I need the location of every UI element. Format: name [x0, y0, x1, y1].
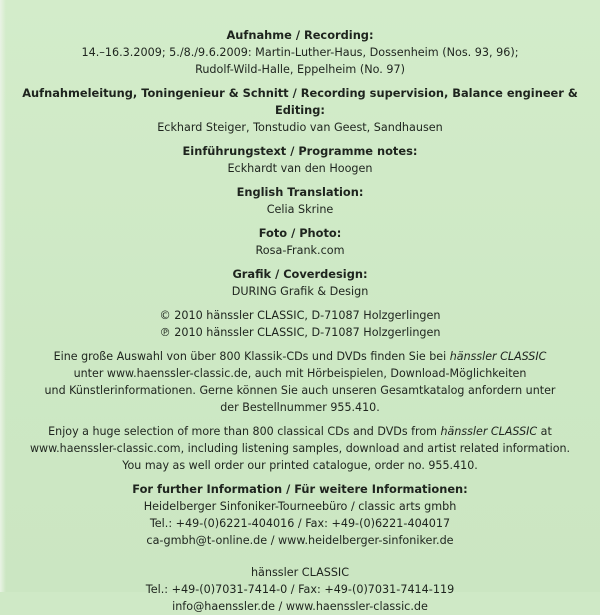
english-catalogue-paragraph: [0, 423, 600, 474]
english-line: You may as well order our printed catalogue, order no. 955.410.: [122, 459, 478, 472]
phonogram-line: ℗ 2010 hänssler CLASSIC, D-71087 Holzgerlingen: [159, 326, 441, 339]
design-heading: Grafik / Coverdesign:: [232, 267, 368, 281]
german-line: [0, 348, 600, 365]
recording-line: Rudolf-Wild-Halle, Eppelheim (No. 97): [195, 63, 405, 76]
translation-block: [0, 184, 600, 218]
english-text: Enjoy a huge selection of more than 800 classical CDs and DVDs from: [48, 425, 441, 438]
tour-office-contact: ca-gmbh@t-online.de / www.heidelberger-sinfoniker.de: [146, 534, 454, 547]
german-line: und Künstlerinformationen. Gerne können Sie auch unseren Gesamtkatalog anfordern unter: [44, 384, 556, 397]
translator-name: Celia Skrine: [266, 203, 334, 216]
recording-heading: Aufnahme / Recording:: [226, 28, 374, 42]
german-catalogue-paragraph: [0, 348, 600, 416]
translation-heading: English Translation:: [236, 185, 364, 199]
photo-credit: Rosa-Frank.com: [255, 244, 345, 257]
design-credit: DURING Grafik & Design: [231, 285, 369, 298]
copyright-line: © 2010 hänssler CLASSIC, D-71087 Holzgerlingen: [159, 309, 441, 322]
german-line: der Bestellnummer 955.410.: [220, 401, 380, 414]
spacer: [0, 556, 600, 564]
english-line: www.haenssler-classic.com, including listening samples, download and artist related information.: [29, 442, 571, 455]
english-text: at: [537, 425, 552, 438]
english-line: [0, 423, 600, 440]
publisher-block: [0, 564, 600, 615]
recording-block: [0, 27, 600, 78]
brand-name: hänssler CLASSIC: [440, 425, 538, 438]
photo-block: [0, 225, 600, 259]
copyright-block: [0, 307, 600, 341]
publisher-contact: info@haenssler.de / www.haenssler-classic.de: [172, 600, 428, 613]
engineering-heading: Aufnahmeleitung, Toningenieur & Schnitt / Recording supervision, Balance engineer & Editing:: [22, 86, 578, 117]
further-info-heading: For further Information / Für weitere Informationen:: [132, 482, 468, 496]
engineering-line: Eckhard Steiger, Tonstudio van Geest, Sandhausen: [157, 121, 443, 134]
programme-notes-author: Eckhardt van den Hoogen: [227, 162, 373, 175]
recording-line: 14.–16.3.2009; 5./8./9.6.2009: Martin-Luther-Haus, Dossenheim (Nos. 93, 96);: [81, 46, 519, 59]
photo-heading: Foto / Photo:: [258, 226, 342, 240]
further-info-block: [0, 481, 600, 549]
engineering-block: [0, 85, 600, 136]
programme-notes-block: [0, 143, 600, 177]
brand-name: hänssler CLASSIC: [449, 350, 547, 363]
programme-notes-heading: Einführungstext / Programme notes:: [182, 144, 418, 158]
tour-office-phone: Tel.: +49-(0)6221-404016 / Fax: +49-(0)6221-404017: [149, 517, 451, 530]
design-block: [0, 266, 600, 300]
publisher-name: hänssler CLASSIC: [250, 566, 350, 579]
tour-office-name: Heidelberger Sinfoniker-Tourneebüro / classic arts gmbh: [143, 500, 457, 513]
publisher-phone: Tel.: +49-(0)7031-7414-0 / Fax: +49-(0)7031-7414-119: [145, 583, 455, 596]
german-line: unter www.haenssler-classic.de, auch mit Hörbeispielen, Download-Möglichkeiten: [73, 367, 527, 380]
german-text: Eine große Auswahl von über 800 Klassik-CDs und DVDs finden Sie bei: [53, 350, 450, 363]
